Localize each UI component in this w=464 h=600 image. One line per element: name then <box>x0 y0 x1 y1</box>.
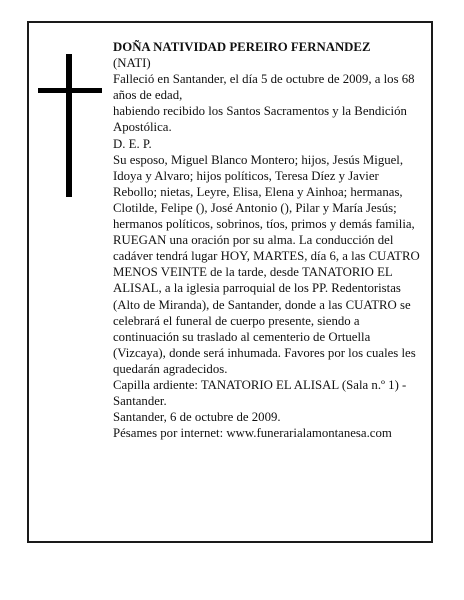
cross-icon <box>38 54 102 197</box>
funeral-request: RUEGAN una oración por su alma. La conducción del cadáver tendrá lugar HOY, MARTES, día 6, a las CUATRO MENOS VEINTE de la tarde, desde TANATORIO EL ALISAL, a la iglesia parroquial de los PP. Redentoristas (Alto de Miranda), de Santander, donde a las CUATRO se celebrará el funeral de cuerpo presente, siendo a continuación su traslado al cementerio de Ortuella (Vizcaya), donde será inhumada. Favores por los cuales les quedarán agradecidos. <box>113 233 420 376</box>
cross-vertical-bar <box>66 54 72 197</box>
dep-line: D. E. P. <box>113 136 152 151</box>
chapel-info: Capilla ardiente: TANATORIO EL ALISAL (Sala n.º 1) - Santander. <box>113 377 407 409</box>
sacraments-statement: habiendo recibido los Santos Sacramentos y la Bendición Apostólica. <box>113 104 407 135</box>
deceased-nickname: (NATI) <box>113 56 151 71</box>
date-place: Santander, 6 de octubre de 2009. <box>113 410 281 425</box>
family-list: Su esposo, Miguel Blanco Montero; hijos, Jesús Miguel, Idoya y Alvaro; hijos políticos, Teresa Díez y Javier Rebollo; nietas, Leyre, Elisa, Elena y Ainhoa; hermanas, Clotilde, Felipe (), José Antonio (), Pilar y María Jesús; hermanos políticos, sobrinos, tíos, primos y demás familia, <box>113 152 415 232</box>
death-statement: Falleció en Santander, el día 5 de octubre de 2009, a los 68 años de edad, <box>113 72 415 103</box>
deceased-name: DOÑA NATIVIDAD PEREIRO FERNANDEZ <box>113 40 371 54</box>
obituary-text <box>113 39 423 441</box>
cross-horizontal-bar <box>38 88 102 93</box>
condolences-line: Pésames por internet: www.funerarialamontanesa.com <box>113 426 392 441</box>
